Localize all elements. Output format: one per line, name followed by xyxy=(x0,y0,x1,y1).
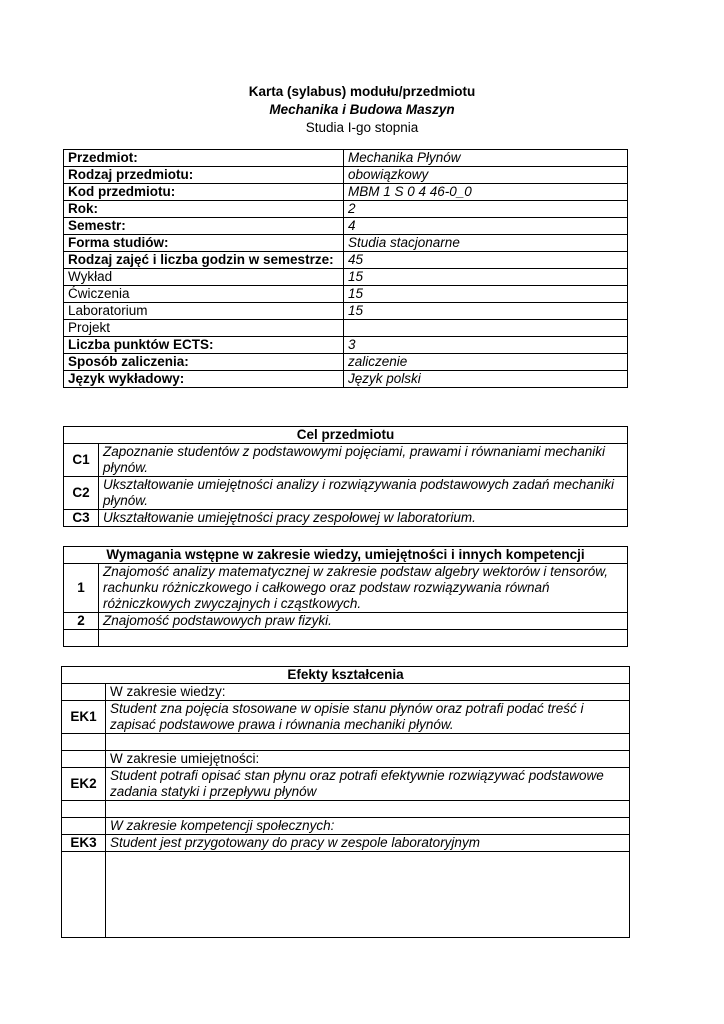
info-label: Laboratorium xyxy=(64,303,344,320)
info-value: 3 xyxy=(344,337,628,354)
prerequisite-text: Znajomość podstawowych praw fizyki. xyxy=(99,613,628,630)
outcome-code: EK3 xyxy=(62,835,106,852)
table-row xyxy=(62,751,630,768)
info-label: Przedmiot: xyxy=(64,150,344,167)
table-row xyxy=(64,286,628,303)
table-row xyxy=(62,818,630,835)
objective-text: Ukształtowanie umiejętności pracy zespołowej w laboratorium. xyxy=(99,510,628,527)
info-label: Wykład xyxy=(64,269,344,286)
info-label: Forma studiów: xyxy=(64,235,344,252)
table-row xyxy=(64,613,628,630)
prerequisite-code xyxy=(64,630,99,647)
table-row xyxy=(64,630,628,647)
outcome-text: Student potrafi opisać stan płynu oraz potrafi efektywnie rozwiązywać podstawowe zadania statyki i przepływu płynów xyxy=(106,768,630,801)
table-row xyxy=(64,354,628,371)
objective-code: C2 xyxy=(64,477,99,510)
objective-text: Zapoznanie studentów z podstawowymi pojęciami, prawami i równaniami mechaniki płynów. xyxy=(99,444,628,477)
table-row xyxy=(64,444,628,477)
table-row xyxy=(64,510,628,527)
document-title: Karta (sylabus) modułu/przedmiotu xyxy=(248,84,476,99)
table-row xyxy=(62,835,630,852)
table-row xyxy=(64,269,628,286)
table-row xyxy=(64,337,628,354)
info-label: Projekt xyxy=(64,320,344,337)
info-value: Mechanika Płynów xyxy=(344,150,628,167)
info-label: Sposób zaliczenia: xyxy=(64,354,344,371)
table-row xyxy=(64,371,628,388)
objectives-table xyxy=(63,426,628,527)
info-value: Język polski xyxy=(344,371,628,388)
outcomes-heading: Efekty kształcenia xyxy=(62,667,630,684)
study-level: Studia I-go stopnia xyxy=(305,120,419,135)
outcome-text: Student jest przygotowany do pracy w zespole laboratoryjnym xyxy=(106,835,630,852)
prerequisite-code: 2 xyxy=(64,613,99,630)
table-row xyxy=(64,235,628,252)
info-value: 15 xyxy=(344,269,628,286)
prerequisite-text: Znajomość analizy matematycznej w zakresie podstaw algebry wektorów i tensorów, rachunku różniczkowego i całkowego oraz podstaw rozwiązywania równań różniczkowych zwyczajnych i cząstkowych. xyxy=(99,564,628,613)
objective-code: C3 xyxy=(64,510,99,527)
prerequisite-text xyxy=(99,630,628,647)
info-label: Liczba punktów ECTS: xyxy=(64,337,344,354)
document-header xyxy=(0,83,724,137)
prerequisite-code: 1 xyxy=(64,564,99,613)
info-value: 45 xyxy=(344,252,628,269)
info-value: 15 xyxy=(344,303,628,320)
field-of-study: Mechanika i Budowa Maszyn xyxy=(269,102,455,117)
prerequisites-heading: Wymagania wstępne w zakresie wiedzy, umiejętności i innych kompetencji xyxy=(64,547,628,564)
prerequisites-table xyxy=(63,546,628,647)
info-value: Studia stacjonarne xyxy=(344,235,628,252)
outcome-code: EK1 xyxy=(62,701,106,734)
table-row xyxy=(64,167,628,184)
learning-outcomes-table xyxy=(61,666,630,938)
info-label: Język wykładowy: xyxy=(64,371,344,388)
info-label: Semestr: xyxy=(64,218,344,235)
outcome-scope: W zakresie umiejętności: xyxy=(106,751,630,768)
info-label: Ćwiczenia xyxy=(64,286,344,303)
info-label: Kod przedmiotu: xyxy=(64,184,344,201)
table-row xyxy=(62,768,630,801)
info-label: Rok: xyxy=(64,201,344,218)
table-row xyxy=(64,564,628,613)
table-row xyxy=(64,150,628,167)
table-row xyxy=(64,252,628,269)
info-value xyxy=(344,320,628,337)
info-label: Rodzaj zajęć i liczba godzin w semestrze: xyxy=(64,252,344,269)
info-value: 4 xyxy=(344,218,628,235)
table-row xyxy=(64,320,628,337)
outcome-code: EK2 xyxy=(62,768,106,801)
objective-code: C1 xyxy=(64,444,99,477)
info-value: 15 xyxy=(344,286,628,303)
table-row xyxy=(62,684,630,701)
outcome-text: Student zna pojęcia stosowane w opisie stanu płynów oraz potrafi podać treść i zapisać podstawowe prawa i równania mechaniki płynów. xyxy=(106,701,630,734)
table-row xyxy=(64,477,628,510)
info-value: obowiązkowy xyxy=(344,167,628,184)
outcome-scope: W zakresie wiedzy: xyxy=(106,684,630,701)
info-value: MBM 1 S 0 4 46-0_0 xyxy=(344,184,628,201)
objectives-heading: Cel przedmiotu xyxy=(64,427,628,444)
table-row xyxy=(64,303,628,320)
objective-text: Ukształtowanie umiejętności analizy i rozwiązywania podstawowych zadań mechaniki płynów. xyxy=(99,477,628,510)
info-value: 2 xyxy=(344,201,628,218)
info-label: Rodzaj przedmiotu: xyxy=(64,167,344,184)
table-row xyxy=(64,201,628,218)
info-value: zaliczenie xyxy=(344,354,628,371)
table-row xyxy=(64,218,628,235)
table-row xyxy=(62,701,630,734)
outcome-scope: W zakresie kompetencji społecznych: xyxy=(106,818,630,835)
table-row xyxy=(64,184,628,201)
course-info-table xyxy=(63,149,628,388)
